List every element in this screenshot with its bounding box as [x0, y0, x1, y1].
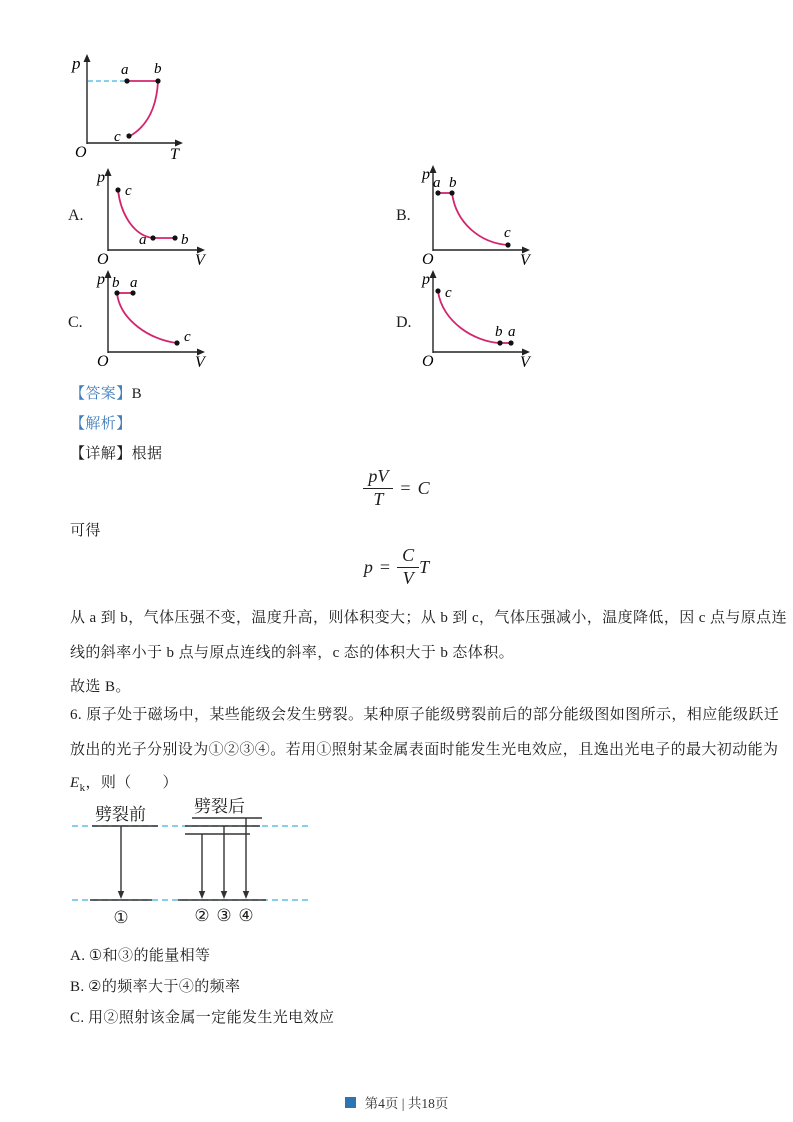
origin-label: O	[97, 353, 109, 370]
y-axis-arrow-icon	[105, 270, 112, 278]
curve-c-to-a	[118, 190, 153, 238]
transition-2-arrowhead-icon	[199, 891, 205, 899]
detail-paragraph-line1: 从 a 到 b，气体压强不变，温度升高，则体积变大；从 b 到 c，气体压强减小，温度降低，因 c 点与原点连	[70, 610, 787, 626]
energy-level-diagram	[70, 792, 320, 932]
detail-conclusion: 故选 B。	[70, 679, 131, 695]
q6-option-c-label: C.	[70, 1010, 85, 1026]
analysis-tag: 【解析】	[70, 416, 132, 432]
curve-b-to-c	[452, 193, 508, 245]
option-d-graph	[420, 270, 540, 370]
label-a: a	[508, 324, 516, 340]
photon-1-label: ①	[113, 908, 129, 927]
detail-paragraph-line2: 线的斜率小于 b 点与原点连线的斜率，c 态的体积大于 b 态体积。	[70, 645, 515, 661]
question6-line1: 6. 原子处于磁场中，某些能级会发生劈裂。某种原子能级劈裂前后的部分能级图如图所示，相应能级跃迁	[70, 707, 780, 723]
equals-sign: =	[379, 556, 391, 577]
point-c	[174, 340, 179, 345]
fraction-numerator: C	[397, 546, 419, 568]
label-a: a	[433, 175, 441, 191]
question6-line2: 放出的光子分别设为①②③④。若用①照射某金属表面时能发生光电效应，且逸出光电子的最大初动能为	[70, 742, 779, 758]
photon-4-label: ④	[238, 906, 254, 925]
detail-line	[70, 442, 162, 463]
q6-option-b-text: ②的频率大于④的频率	[87, 979, 241, 995]
page-number-text: 第4页 | 共18页	[364, 1096, 449, 1111]
label-b: b	[495, 324, 503, 340]
point-b	[497, 340, 502, 345]
fraction	[397, 546, 419, 589]
point-b	[114, 290, 119, 295]
v-axis-label: V	[520, 252, 530, 267]
formula-pv-over-t	[0, 467, 793, 510]
fraction-denominator: V	[402, 567, 414, 588]
fraction-denominator: T	[373, 488, 384, 509]
footer-square-icon	[345, 1097, 356, 1108]
question6-line3	[70, 771, 178, 794]
transition-3-arrowhead-icon	[221, 891, 227, 899]
point-c	[115, 187, 120, 192]
p-axis-label: p	[422, 271, 430, 288]
process-b-to-c	[130, 81, 158, 136]
point-c	[505, 242, 510, 247]
point-b	[155, 78, 160, 83]
answer-line	[70, 382, 142, 403]
point-a	[508, 340, 513, 345]
question6-line3-rest: ，则（ ）	[85, 775, 178, 791]
point-a	[435, 190, 440, 195]
transition-4-arrowhead-icon	[243, 891, 249, 899]
label-a: a	[130, 275, 138, 291]
var-ek: E	[70, 775, 80, 791]
constant-c: C	[417, 477, 430, 498]
p-axis-label: p	[422, 166, 430, 183]
formula-p-equals-cv-t	[0, 546, 793, 589]
option-a-graph	[95, 168, 215, 268]
fraction	[363, 467, 393, 510]
analysis-line	[70, 412, 132, 433]
origin-label: O	[75, 144, 87, 161]
option-a-letter: A.	[68, 207, 84, 224]
page-footer	[0, 1092, 793, 1112]
p-axis-label: p	[97, 169, 105, 186]
q6-option-a-text: ①和③的能量相等	[88, 948, 211, 964]
y-axis-arrow-icon	[430, 165, 437, 173]
v-axis-label: V	[195, 354, 205, 370]
q6-option-c-text: 用②照射该金属一定能发生光电效应	[87, 1010, 335, 1026]
var-ek-subscript: k	[79, 782, 86, 794]
detail-mid-text: 可得	[70, 523, 101, 539]
point-b	[449, 190, 454, 195]
label-c: c	[504, 225, 511, 241]
label-b: b	[449, 175, 457, 191]
var-p: p	[363, 556, 373, 577]
point-a	[150, 235, 155, 240]
photon-2-label: ②	[194, 906, 210, 925]
origin-label: O	[97, 251, 109, 268]
y-axis-arrow-icon	[84, 54, 91, 62]
photon-3-label: ③	[216, 906, 232, 925]
q6-option-b-label: B.	[70, 979, 85, 995]
label-c: c	[184, 329, 191, 345]
fraction-numerator: pV	[363, 467, 393, 489]
detail-intro: 根据	[131, 446, 163, 462]
after-split-label: 劈裂后	[194, 797, 245, 816]
q6-option-b	[70, 975, 240, 996]
option-c-letter: C.	[68, 314, 83, 331]
before-split-label: 劈裂前	[95, 805, 146, 824]
label-c: c	[445, 285, 452, 301]
label-b: b	[154, 61, 162, 77]
point-c	[435, 288, 440, 293]
q6-option-c	[70, 1006, 334, 1027]
label-b: b	[181, 232, 189, 248]
option-d-letter: D.	[396, 314, 412, 331]
point-a	[130, 290, 135, 295]
option-c-graph	[95, 270, 215, 370]
equals-sign: =	[400, 477, 411, 498]
y-axis-arrow-icon	[105, 168, 112, 176]
var-t: T	[419, 556, 430, 577]
origin-label: O	[422, 251, 434, 267]
label-a: a	[121, 62, 129, 78]
curve-b-to-c	[117, 293, 177, 343]
point-b	[172, 235, 177, 240]
v-axis-label: V	[520, 354, 530, 370]
label-c: c	[114, 129, 121, 145]
answer-value: B	[131, 386, 143, 402]
label-b: b	[112, 275, 120, 291]
option-b-graph	[420, 165, 540, 267]
point-a	[124, 78, 129, 83]
label-a: a	[139, 232, 147, 248]
answer-tag: 【答案】	[70, 386, 132, 402]
q6-option-a	[70, 944, 210, 965]
option-b-letter: B.	[396, 207, 411, 224]
q6-option-a-label: A.	[70, 948, 86, 964]
label-c: c	[125, 183, 132, 199]
point-c	[126, 133, 131, 138]
v-axis-label: V	[195, 252, 205, 268]
origin-label: O	[422, 353, 434, 370]
transition-1-arrowhead-icon	[118, 891, 124, 899]
detail-tag: 【详解】	[70, 446, 132, 462]
p-axis-label: p	[97, 271, 105, 288]
p-axis-label: p	[72, 54, 81, 73]
pressure-temperature-graph	[70, 53, 195, 165]
t-axis-label: T	[170, 146, 179, 163]
y-axis-arrow-icon	[430, 270, 437, 278]
